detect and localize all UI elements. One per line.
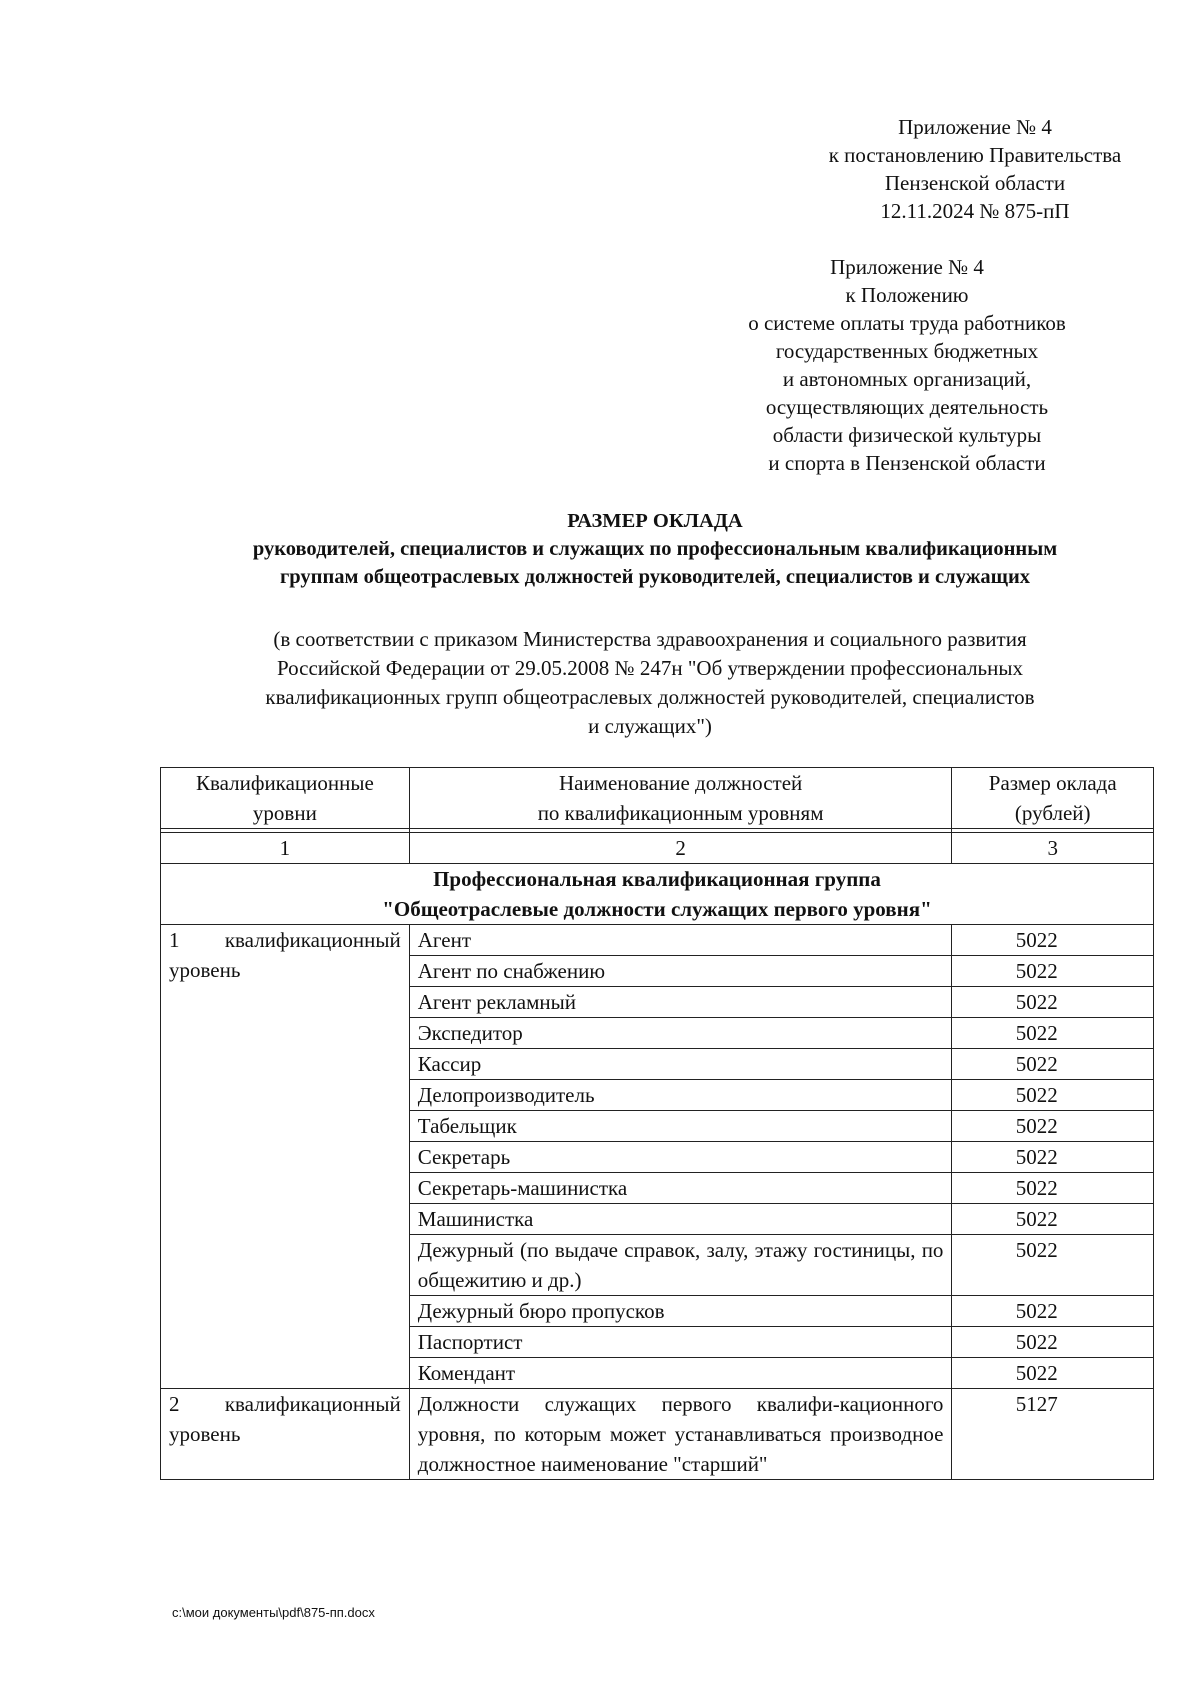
appendix-line: 12.11.2024 № 875-пП [880, 199, 1070, 223]
appendix-header [730, 113, 1200, 225]
regulation-line: осуществляющих деятельность [765, 395, 1049, 419]
position-cell: Комендант [409, 1358, 952, 1389]
salary-cell: 5022 [952, 1018, 1154, 1049]
salary-cell: 5022 [952, 925, 1154, 956]
header-text: (рублей) [1014, 801, 1091, 825]
regulation-line: о системе оплаты труда работников [748, 311, 1066, 335]
salary-cell: 5022 [952, 1204, 1154, 1235]
appendix-line: к постановлению Правительства [828, 143, 1122, 167]
group-line: Профессиональная квалификационная группа [433, 867, 881, 891]
title-main: РАЗМЕР ОКЛАДА [567, 510, 743, 532]
legal-basis [200, 625, 1100, 741]
salary-table [160, 767, 1154, 1480]
header-salary [952, 768, 1154, 829]
regulation-line: и спорта в Пензенской области [768, 451, 1046, 475]
salary-cell: 5127 [952, 1389, 1154, 1480]
level-label: 2 квалификационный уровень [161, 1389, 410, 1480]
salary-cell: 5022 [952, 1173, 1154, 1204]
column-number: 1 [161, 833, 410, 864]
position-cell: Должности служащих первого квалифи-кационного уровня, по которым может устанавливаться производное должностное наименование "старший" [409, 1389, 952, 1480]
salary-cell: 5022 [952, 1327, 1154, 1358]
table-header-row [161, 768, 1154, 829]
basis-line: (в соответствии с приказом Министерства здравоохранения и социального развития [273, 627, 1027, 651]
position-cell: Секретарь [409, 1142, 952, 1173]
salary-cell: 5022 [952, 987, 1154, 1018]
appendix-line: Пензенской области [884, 171, 1066, 195]
group-line: "Общеотраслевые должности служащих первого уровня" [382, 897, 932, 921]
column-number: 3 [952, 833, 1154, 864]
position-cell: Агент по снабжению [409, 956, 952, 987]
table-row [161, 925, 1154, 956]
level-label: 1 квалификационный уровень [161, 925, 410, 1389]
group-row [161, 864, 1154, 925]
column-number-row [161, 833, 1154, 864]
header-text: уровни [252, 801, 317, 825]
basis-line: квалификационных групп общеотраслевых должностей руководителей, специалистов [265, 685, 1035, 709]
file-path-footer: c:\мои документы\pdf\875-пп.docx [172, 1605, 375, 1620]
regulation-line: к Положению [845, 283, 969, 307]
group-title [161, 864, 1154, 925]
salary-cell: 5022 [952, 1296, 1154, 1327]
basis-line: Российской Федерации от 29.05.2008 № 247н "Об утверждении профессиональных [276, 656, 1023, 680]
position-cell: Табельщик [409, 1111, 952, 1142]
position-cell: Паспортист [409, 1327, 952, 1358]
regulation-line: Приложение № 4 [830, 255, 984, 279]
regulation-line: области физической культуры [772, 423, 1042, 447]
header-positions [409, 768, 952, 829]
position-cell: Дежурный (по выдаче справок, залу, этажу гостиницы, по общежитию и др.) [409, 1235, 952, 1296]
header-levels [161, 768, 410, 829]
position-cell: Дежурный бюро пропусков [409, 1296, 952, 1327]
salary-cell: 5022 [952, 956, 1154, 987]
column-number: 2 [409, 833, 952, 864]
title-line: группам общеотраслевых должностей руководителей, специалистов и служащих [279, 566, 1031, 588]
title-line: руководителей, специалистов и служащих по профессиональным квалификационным [252, 538, 1058, 560]
position-cell: Машинистка [409, 1204, 952, 1235]
appendix-line: Приложение № 4 [898, 115, 1052, 139]
basis-line: и служащих") [588, 714, 712, 738]
table-row [161, 1389, 1154, 1480]
position-cell: Делопроизводитель [409, 1080, 952, 1111]
salary-cell: 5022 [952, 1235, 1154, 1296]
salary-cell: 5022 [952, 1358, 1154, 1389]
salary-cell: 5022 [952, 1080, 1154, 1111]
header-text: по квалификационным уровням [537, 801, 824, 825]
position-cell: Кассир [409, 1049, 952, 1080]
position-cell: Агент [409, 925, 952, 956]
document-title [160, 507, 1150, 591]
position-cell: Агент рекламный [409, 987, 952, 1018]
header-text: Наименование должностей [558, 771, 803, 795]
regulation-header [712, 253, 1102, 477]
regulation-line: государственных бюджетных [775, 339, 1039, 363]
salary-cell: 5022 [952, 1111, 1154, 1142]
header-text: Квалификационные [195, 771, 374, 795]
header-text: Размер оклада [988, 771, 1117, 795]
position-cell: Секретарь-машинистка [409, 1173, 952, 1204]
regulation-line: и автономных организаций, [782, 367, 1032, 391]
salary-cell: 5022 [952, 1049, 1154, 1080]
salary-cell: 5022 [952, 1142, 1154, 1173]
position-cell: Экспедитор [409, 1018, 952, 1049]
